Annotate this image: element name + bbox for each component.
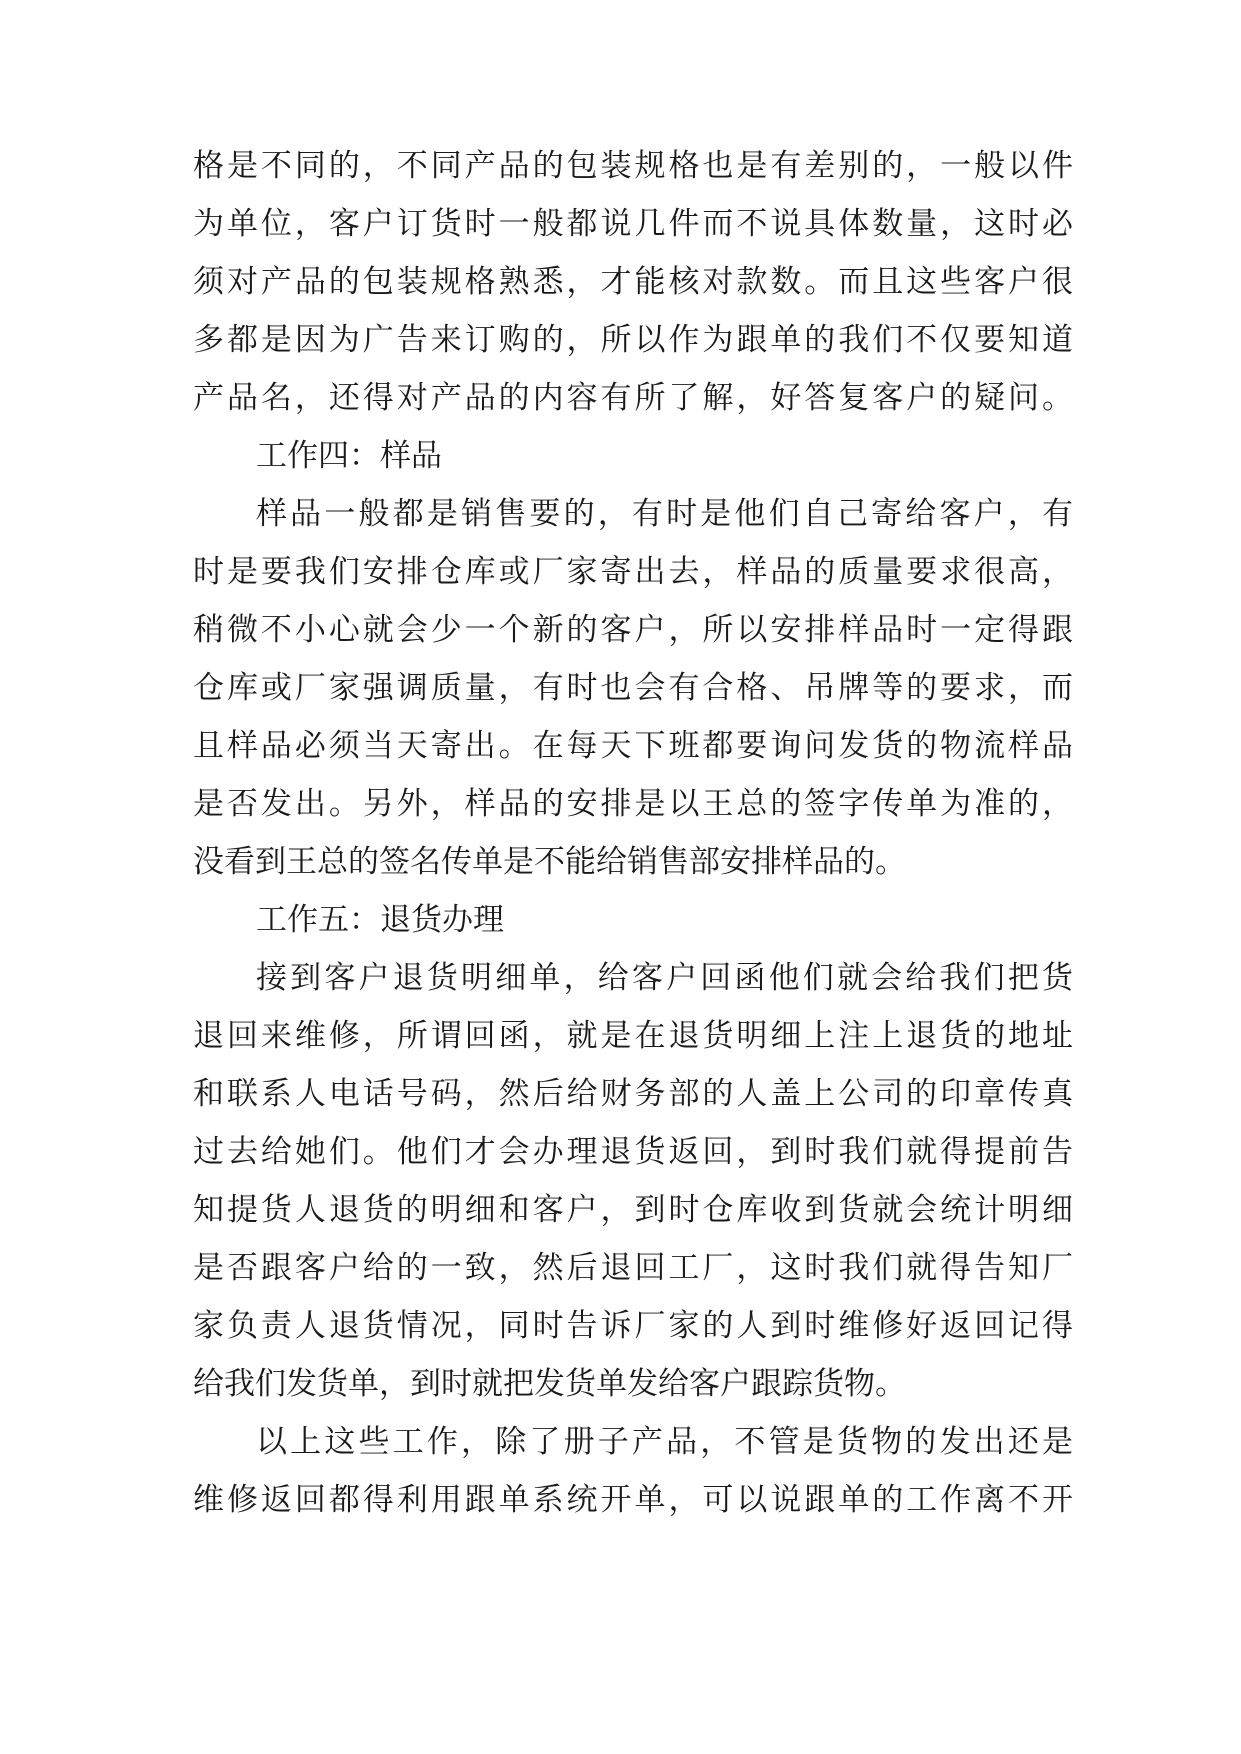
paragraph-first-line: 接到客户退货明细单，给客户回函他们就会给我们把货 <box>256 960 1073 996</box>
paragraph-first-line: 样品一般都是销售要的，有时是他们自己寄给客户，有 <box>256 496 1073 532</box>
text-line: 给我们发货单，到时就把发货单发给客户跟踪货物。 <box>193 1366 906 1402</box>
text-line: 没看到王总的签名传单是不能给销售部安排样品的。 <box>193 844 906 880</box>
text-line: 退回来维修，所谓回函，就是在退货明细上注上退货的地址 <box>193 1018 1073 1054</box>
text-line: 是否跟客户给的一致，然后退回工厂，这时我们就得告知厂 <box>193 1250 1073 1286</box>
text-line: 且样品必须当天寄出。在每天下班都要询问发货的物流样品 <box>193 728 1073 764</box>
text-line: 仓库或厂家强调质量，有时也会有合格、吊牌等的要求，而 <box>193 670 1073 706</box>
text-line: 是否发出。另外，样品的安排是以王总的签字传单为准的， <box>193 786 1073 822</box>
text-line: 过去给她们。他们才会办理退货返回，到时我们就得提前告 <box>193 1134 1073 1170</box>
section-heading: 工作五：退货办理 <box>256 902 504 938</box>
paragraph-first-line: 以上这些工作，除了册子产品，不管是货物的发出还是 <box>256 1424 1073 1460</box>
text-line: 知提货人退货的明细和客户，到时仓库收到货就会统计明细 <box>193 1192 1073 1228</box>
text-line: 稍微不小心就会少一个新的客户，所以安排样品时一定得跟 <box>193 612 1073 648</box>
text-line: 须对产品的包装规格熟悉，才能核对款数。而且这些客户很 <box>193 264 1073 300</box>
section-heading: 工作四：样品 <box>256 438 442 474</box>
text-line: 多都是因为广告来订购的，所以作为跟单的我们不仅要知道 <box>193 322 1073 358</box>
text-line: 家负责人退货情况，同时告诉厂家的人到时维修好返回记得 <box>193 1308 1073 1344</box>
text-line: 维修返回都得利用跟单系统开单，可以说跟单的工作离不开 <box>193 1482 1073 1518</box>
text-line: 为单位，客户订货时一般都说几件而不说具体数量，这时必 <box>193 206 1073 242</box>
text-line: 产品名，还得对产品的内容有所了解，好答复客户的疑问。 <box>193 380 1073 416</box>
text-line: 格是不同的，不同产品的包装规格也是有差别的，一般以件 <box>193 148 1073 184</box>
text-line: 时是要我们安排仓库或厂家寄出去，样品的质量要求很高， <box>193 554 1073 590</box>
text-line: 和联系人电话号码，然后给财务部的人盖上公司的印章传真 <box>193 1076 1073 1112</box>
